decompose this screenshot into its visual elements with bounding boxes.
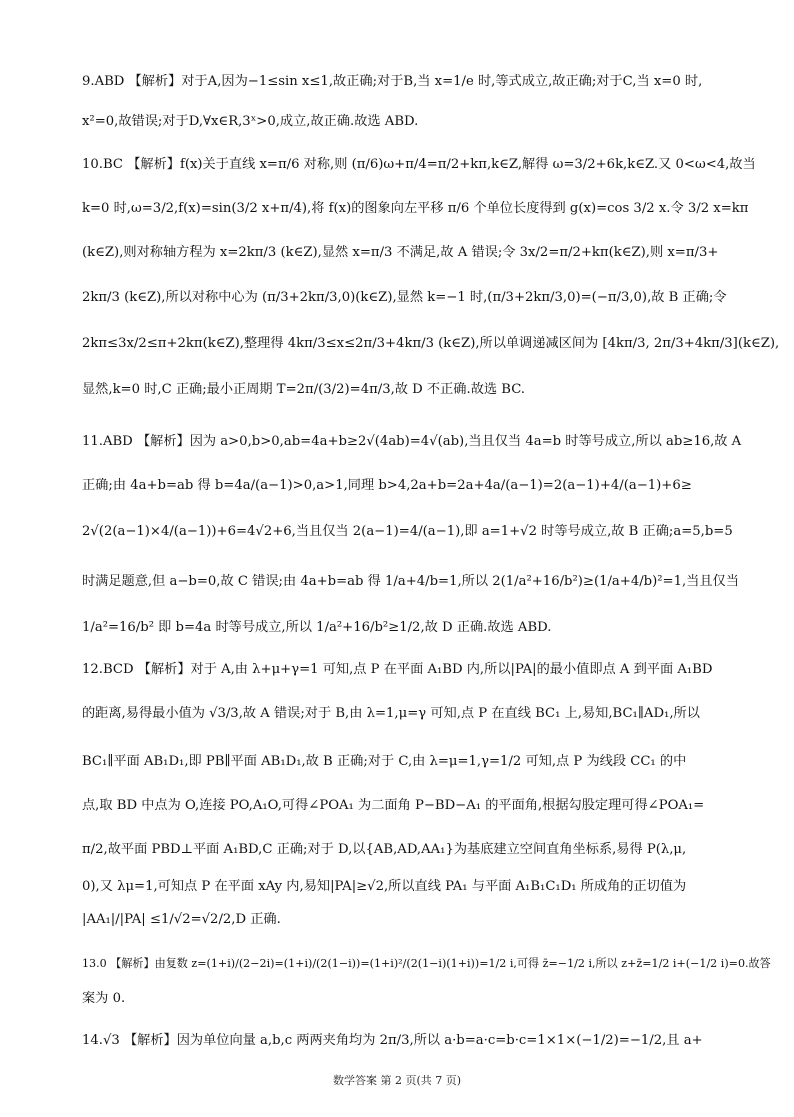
- text-line: |AA₁|/|PA| ≤1/√2=√2/2,D 正确.: [82, 912, 281, 927]
- text-line: x²=0,故错误;对于D,∀x∈R,3ˣ>0,成立,故正确.故选 ABD.: [82, 114, 419, 129]
- text-line: 9.ABD 【解析】对于A,因为−1≤sin x≤1,故正确;对于B,当 x=1/e 时,等式成立,故正确;对于C,当 x=0 时,: [82, 74, 703, 89]
- text-line: 2kπ≤3x/2≤π+2kπ(k∈Z),整理得 4kπ/3≤x≤2π/3+4kπ/3 (k∈Z),所以单调递减区间为 [4kπ/3, 2π/3+4kπ/3](k∈Z),: [82, 336, 780, 351]
- text-line: BC₁∥平面 AB₁D₁,即 PB∥平面 AB₁D₁,故 B 正确;对于 C,由 λ=μ=1,γ=1/2 可知,点 P 为线段 CC₁ 的中: [82, 754, 687, 769]
- text-line: 案为 0.: [82, 991, 126, 1006]
- text-line: 10.BC 【解析】f(x)关于直线 x=π/6 对称,则 (π/6)ω+π/4=π/2+kπ,k∈Z,解得 ω=3/2+6k,k∈Z.又 0<ω<4,故当: [82, 157, 756, 172]
- text-line: 时满足题意,但 a−b=0,故 C 错误;由 4a+b=ab 得 1/a+4/b=1,所以 2(1/a²+16/b²)≥(1/a+4/b)²=1,当且仅当: [82, 574, 739, 589]
- text-line: 正确;由 4a+b=ab 得 b=4a/(a−1)>0,a>1,同理 b>4,2a+b=2a+4a/(a−1)=2(a−1)+4/(a−1)+6≥: [82, 478, 692, 493]
- text-line: π/2,故平面 PBD⊥平面 A₁BD,C 正确;对于 D,以{AB,AD,AA₁}为基底建立空间直角坐标系,易得 P(λ,μ,: [82, 842, 687, 857]
- text-line: 0),又 λμ=1,可知点 P 在平面 xAy 内,易知|PA|≥√2,所以直线 PA₁ 与平面 A₁B₁C₁D₁ 所成角的正切值为: [82, 879, 687, 894]
- text-line: 12.BCD 【解析】对于 A,由 λ+μ+γ=1 可知,点 P 在平面 A₁BD 内,所以|PA|的最小值即点 A 到平面 A₁BD: [82, 662, 713, 677]
- text-line: 1/a²=16/b² 即 b=4a 时等号成立,所以 1/a²+16/b²≥1/2,故 D 正确.故选 ABD.: [82, 620, 552, 635]
- text-line: 点,取 BD 中点为 O,连接 PO,A₁O,可得∠POA₁ 为二面角 P−BD−A₁ 的平面角,根据勾股定理可得∠POA₁=: [82, 798, 705, 813]
- text-line: 2√(2(a−1)×4/(a−1))+6=4√2+6,当且仅当 2(a−1)=4/(a−1),即 a=1+√2 时等号成立,故 B 正确;a=5,b=5: [82, 524, 733, 539]
- text-line: 14.√3 【解析】因为单位向量 a,b,c 两两夹角均为 2π/3,所以 a·b=a·c=b·c=1×1×(−1/2)=−1/2,且 a+: [82, 1033, 703, 1048]
- text-line: 的距离,易得最小值为 √3/3,故 A 错误;对于 B,由 λ=1,μ=γ 可知,点 P 在直线 BC₁ 上,易知,BC₁∥AD₁,所以: [82, 706, 700, 721]
- text-line: 11.ABD 【解析】因为 a>0,b>0,ab=4a+b≥2√(4ab)=4√(ab),当且仅当 4a=b 时等号成立,所以 ab≥16,故 A: [82, 434, 742, 449]
- text-line: (k∈Z),则对称轴方程为 x=2kπ/3 (k∈Z),显然 x=π/3 不满足,故 A 错误;令 3x/2=π/2+kπ(k∈Z),则 x=π/3+: [82, 245, 719, 260]
- text-line: k=0 时,ω=3/2,f(x)=sin(3/2 x+π/4),将 f(x)的图象向左平移 π/6 个单位长度得到 g(x)=cos 3/2 x.令 3/2 x=kπ: [82, 201, 749, 216]
- text-line: 显然,k=0 时,C 正确;最小正周期 T=2π/(3/2)=4π/3,故 D 不正确.故选 BC.: [82, 382, 526, 397]
- page-footer: 数学答案 第 2 页(共 7 页): [332, 1074, 462, 1087]
- text-line: 2kπ/3 (k∈Z),所以对称中心为 (π/3+2kπ/3,0)(k∈Z),显然 k=−1 时,(π/3+2kπ/3,0)=(−π/3,0),故 B 正确;令: [82, 290, 727, 305]
- text-line: 13.0 【解析】由复数 z=(1+i)/(2−2i)=(1+i)/(2(1−i))=(1+i)²/(2(1−i)(1+i))=1/2 i,可得 z̄=−1/2 i,所以 z+z̄=1/2 i+(−1/2 i)=0.故答: [82, 957, 771, 970]
